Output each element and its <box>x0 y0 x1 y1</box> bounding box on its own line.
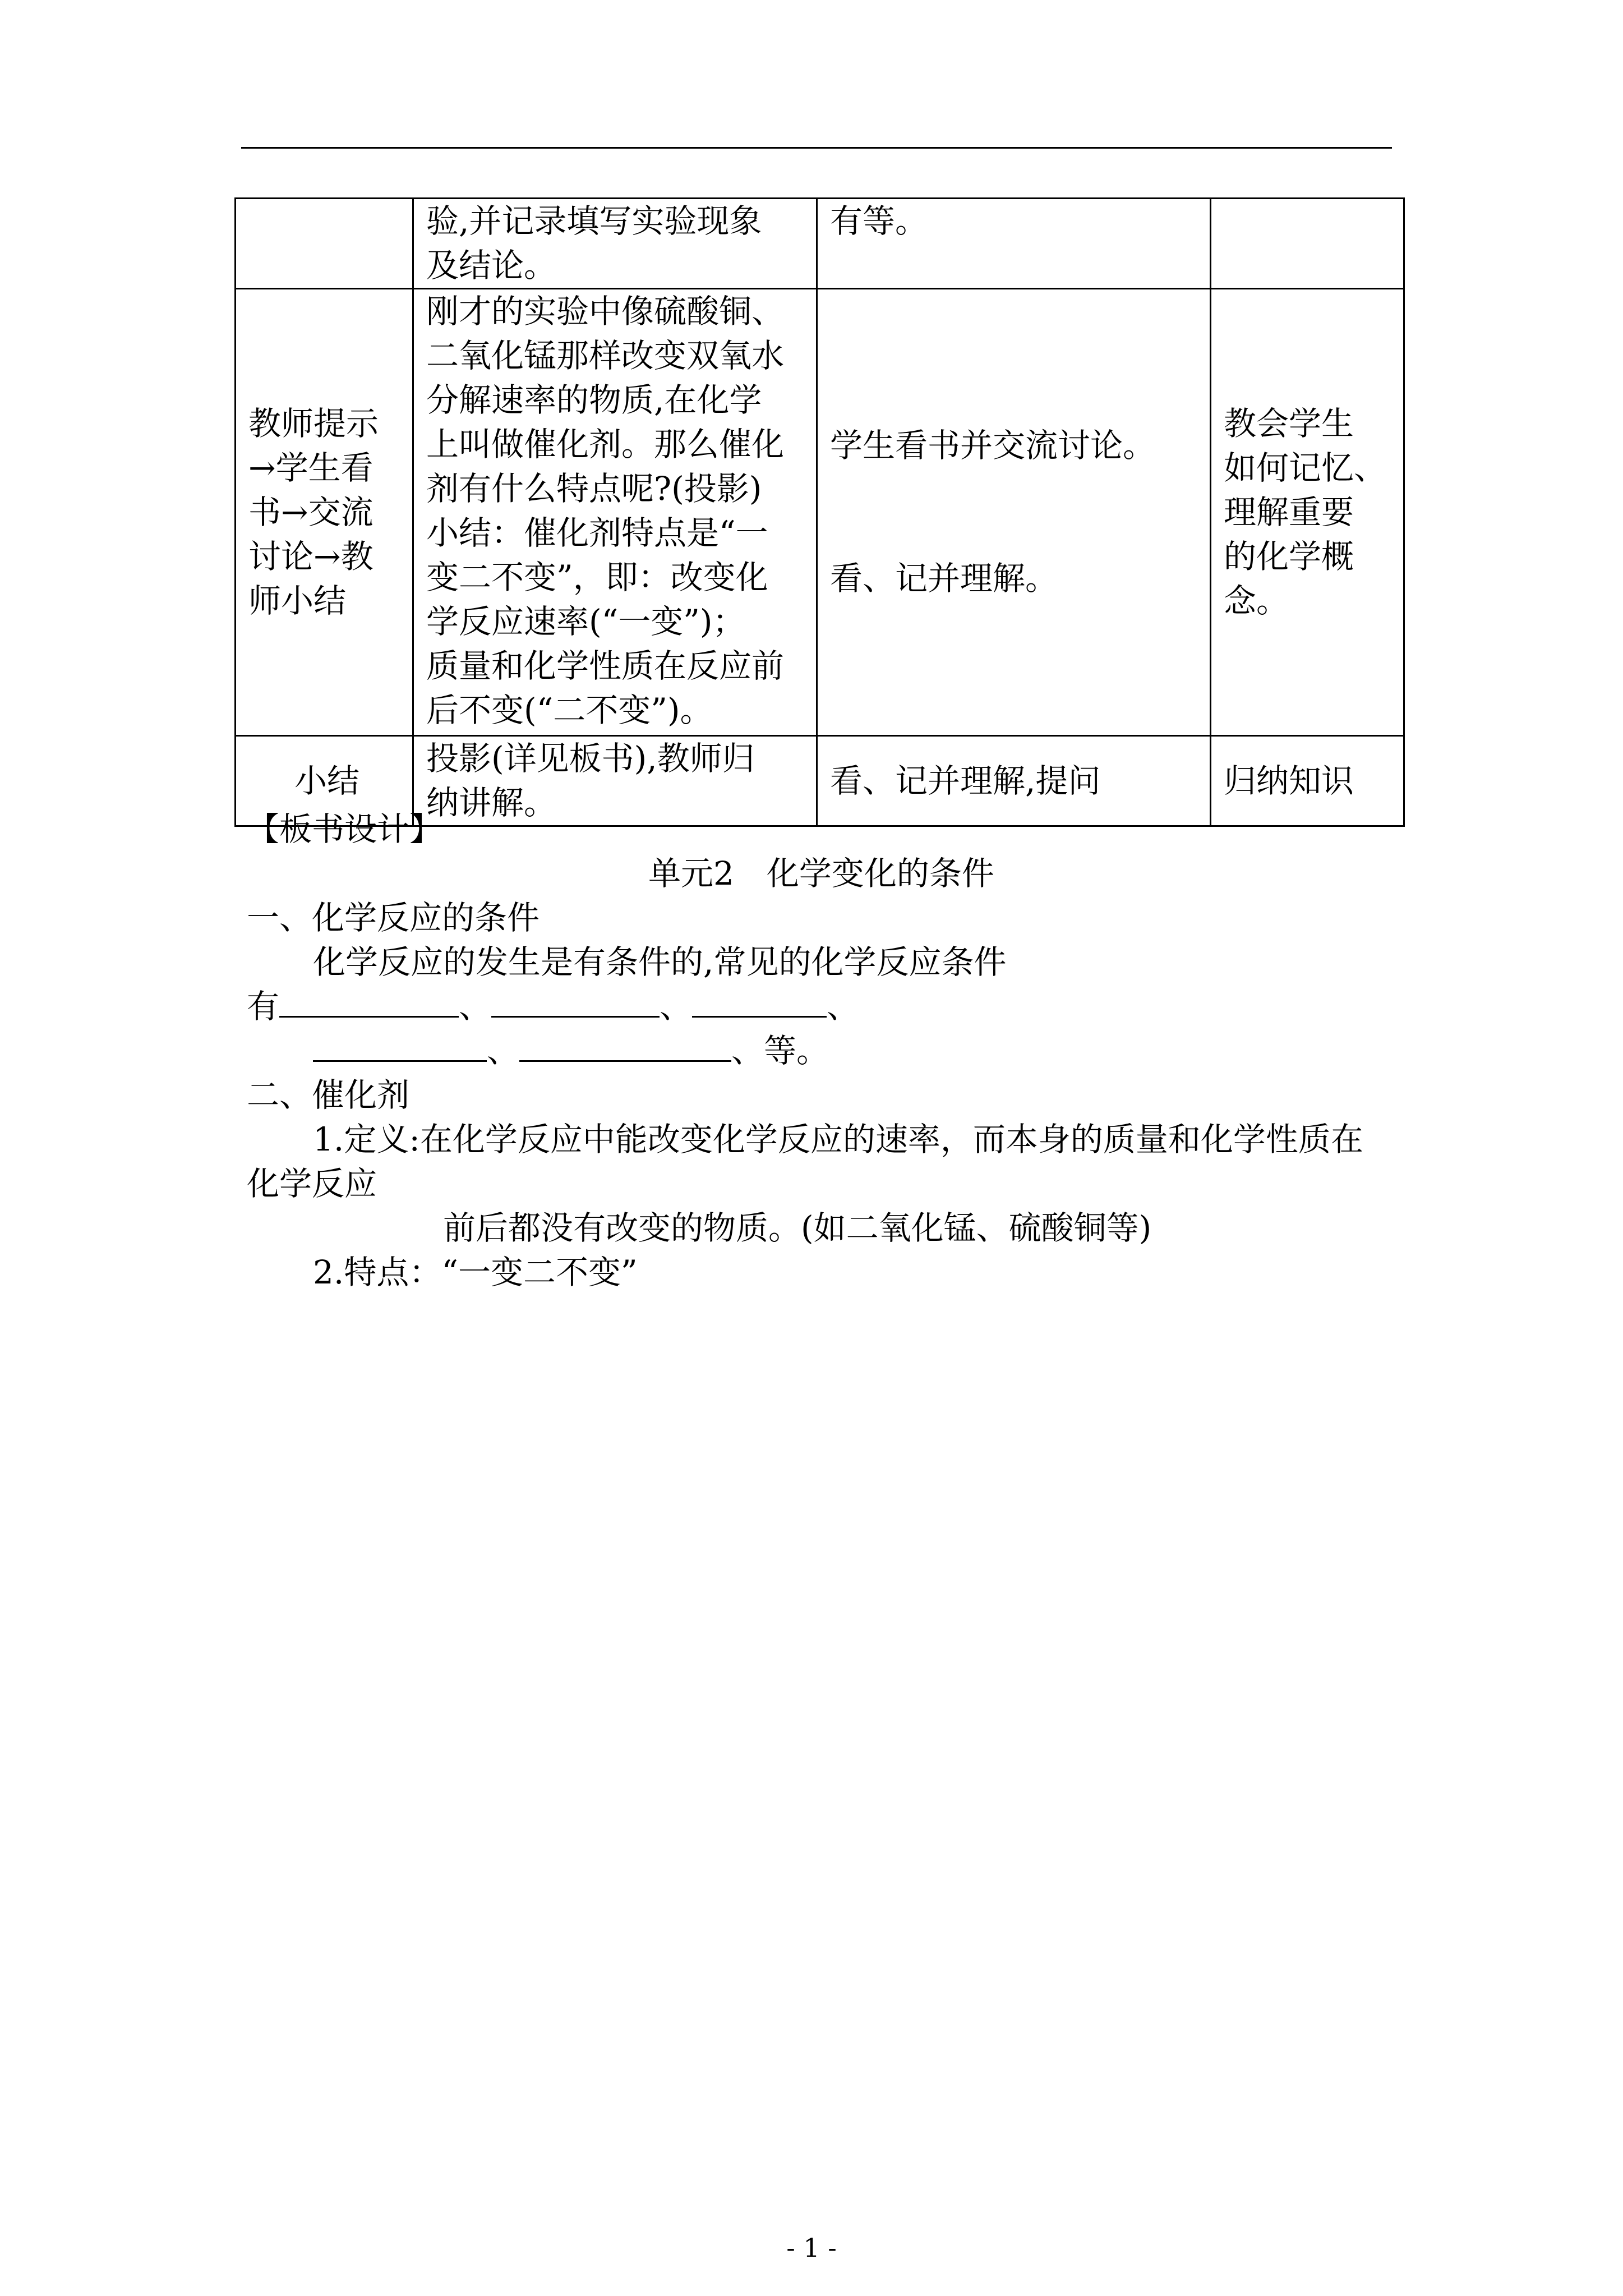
table-row <box>236 289 1404 736</box>
fill-blank <box>491 984 660 1018</box>
table-cell <box>1211 199 1404 289</box>
table-cell: 刚才的实验中像硫酸铜、 二氧化锰那样改变双氧水 分解速率的物质,在化学 上叫做催化剂。那么催化 剂有什么特点呢?(投影) 小结：催化剂特点是“一 变二不变”，即：改变化 学反应速率(“一变”)； 质量和化学性质在反应前 后不变(“二不变”)。 <box>413 289 817 736</box>
fill-blank <box>692 984 827 1018</box>
paragraph: 化学反应的发生是有条件的,常见的化学反应条件 <box>313 943 1007 981</box>
header-rule <box>241 147 1392 149</box>
table-cell: 看、记并理解,提问 <box>817 736 1211 826</box>
paragraph: 前后都没有改变的物质。(如二氧化锰、硫酸铜等) <box>443 1209 1152 1247</box>
board-title: 单元2 化学变化的条件 <box>648 854 994 892</box>
table-cell: 教师提示 →学生看 书→交流 讨论→教 师小结 <box>236 289 413 736</box>
table-row <box>236 199 1404 289</box>
lesson-table <box>234 197 1405 827</box>
blank-line-1: 有 、 、 、 <box>247 984 859 1029</box>
table-cell: 归纳知识 <box>1211 736 1404 826</box>
paragraph: 2.特点：“一变二不变” <box>313 1253 638 1291</box>
blank-line-2: 、 、等。 <box>313 1028 829 1073</box>
paragraph: 化学反应 <box>247 1165 377 1203</box>
table-cell: 教会学生 如何记忆、 理解重要 的化学概 念。 <box>1211 289 1404 736</box>
paragraph: 1.定义:在化学反应中能改变化学反应的速率，而本身的质量和化学性质在 <box>313 1120 1363 1158</box>
fill-blank <box>519 1029 731 1062</box>
table-cell: 学生看书并交流讨论。 看、记并理解。 <box>817 289 1211 736</box>
section-heading: 一、化学反应的条件 <box>247 899 540 937</box>
table-cell <box>236 199 413 289</box>
table-cell: 小结 <box>236 736 413 826</box>
page-number: - 1 - <box>786 2233 837 2263</box>
fill-blank <box>279 984 459 1018</box>
section-heading: 二、催化剂 <box>247 1076 410 1114</box>
table-cell: 验,并记录填写实验现象 及结论。 <box>413 199 817 289</box>
table-cell: 投影(详见板书),教师归 纳讲解。 <box>413 736 817 826</box>
board-heading: 【板书设计】 <box>247 810 442 848</box>
fill-blank <box>313 1029 487 1062</box>
table-cell: 有等。 <box>817 199 1211 289</box>
